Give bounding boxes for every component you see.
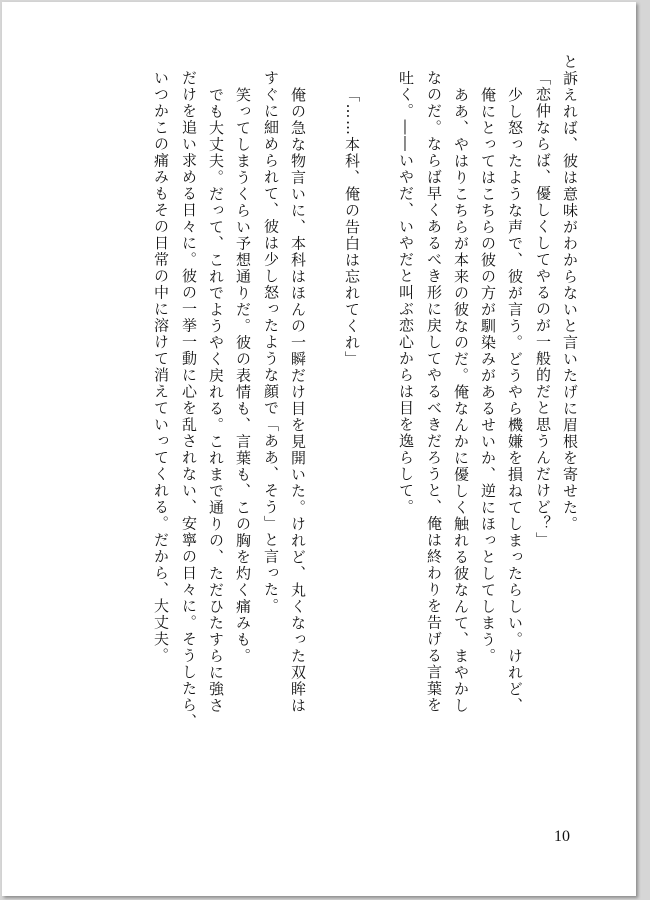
text-line: 「恋仲ならば、優しくしてやるのが一般的だと思うんだけど？」 bbox=[534, 70, 552, 549]
text-line: 「……本科、俺の告白は忘れてくれ」 bbox=[343, 87, 361, 368]
text-line: なのだ。ならば早くあるべき形に戻してやるべきだろうと、俺は終わりを告げる言葉を bbox=[425, 70, 443, 714]
text-line: いつかこの痛みもその日常の中に溶けて消えていってくれる。だから、大丈夫。 bbox=[152, 70, 170, 664]
text-line: 笑ってしまうくらい予想通りだ。彼の表情も、言葉も、この胸を灼く痛みも。 bbox=[234, 87, 252, 665]
text-line: すぐに細められて、彼は少し怒ったような顔で「ああ、そう」と言った。 bbox=[262, 70, 280, 615]
text-line: だけを追い求める日々に。彼の一挙一動に心を乱されない、安寧の日々に。そうしたら、 bbox=[180, 70, 198, 730]
book-page bbox=[2, 2, 636, 896]
text-line: 少し怒ったような声で、彼が言う。どうやら機嫌を損ねてしまったらしい。けれど、 bbox=[506, 87, 524, 714]
text-line: でも大丈夫。だって、これでようやく戻れる。これまで通りの、ただひたすらに強さ bbox=[207, 87, 225, 714]
text-line: と訴えれば、彼は意味がわからないと言いたげに眉根を寄せた。 bbox=[561, 54, 579, 533]
text-line: 吐く。――いやだ、いやだと叫ぶ恋心からは目を逸らして。 bbox=[397, 70, 415, 516]
text-line: ああ、やはりこちらが本来の彼なのだ。俺なんかに優しく触れる彼なんて、まやかし bbox=[452, 87, 470, 714]
text-line: 俺にとってはこちらの彼の方が馴染みがあるせいか、逆にほっとしてしまう。 bbox=[479, 87, 497, 665]
text-line: 俺の急な物言いに、本科はほんの一瞬だけ目を見開いた。けれど、丸くなった双眸は bbox=[289, 87, 307, 714]
page-number: 10 bbox=[554, 828, 570, 845]
